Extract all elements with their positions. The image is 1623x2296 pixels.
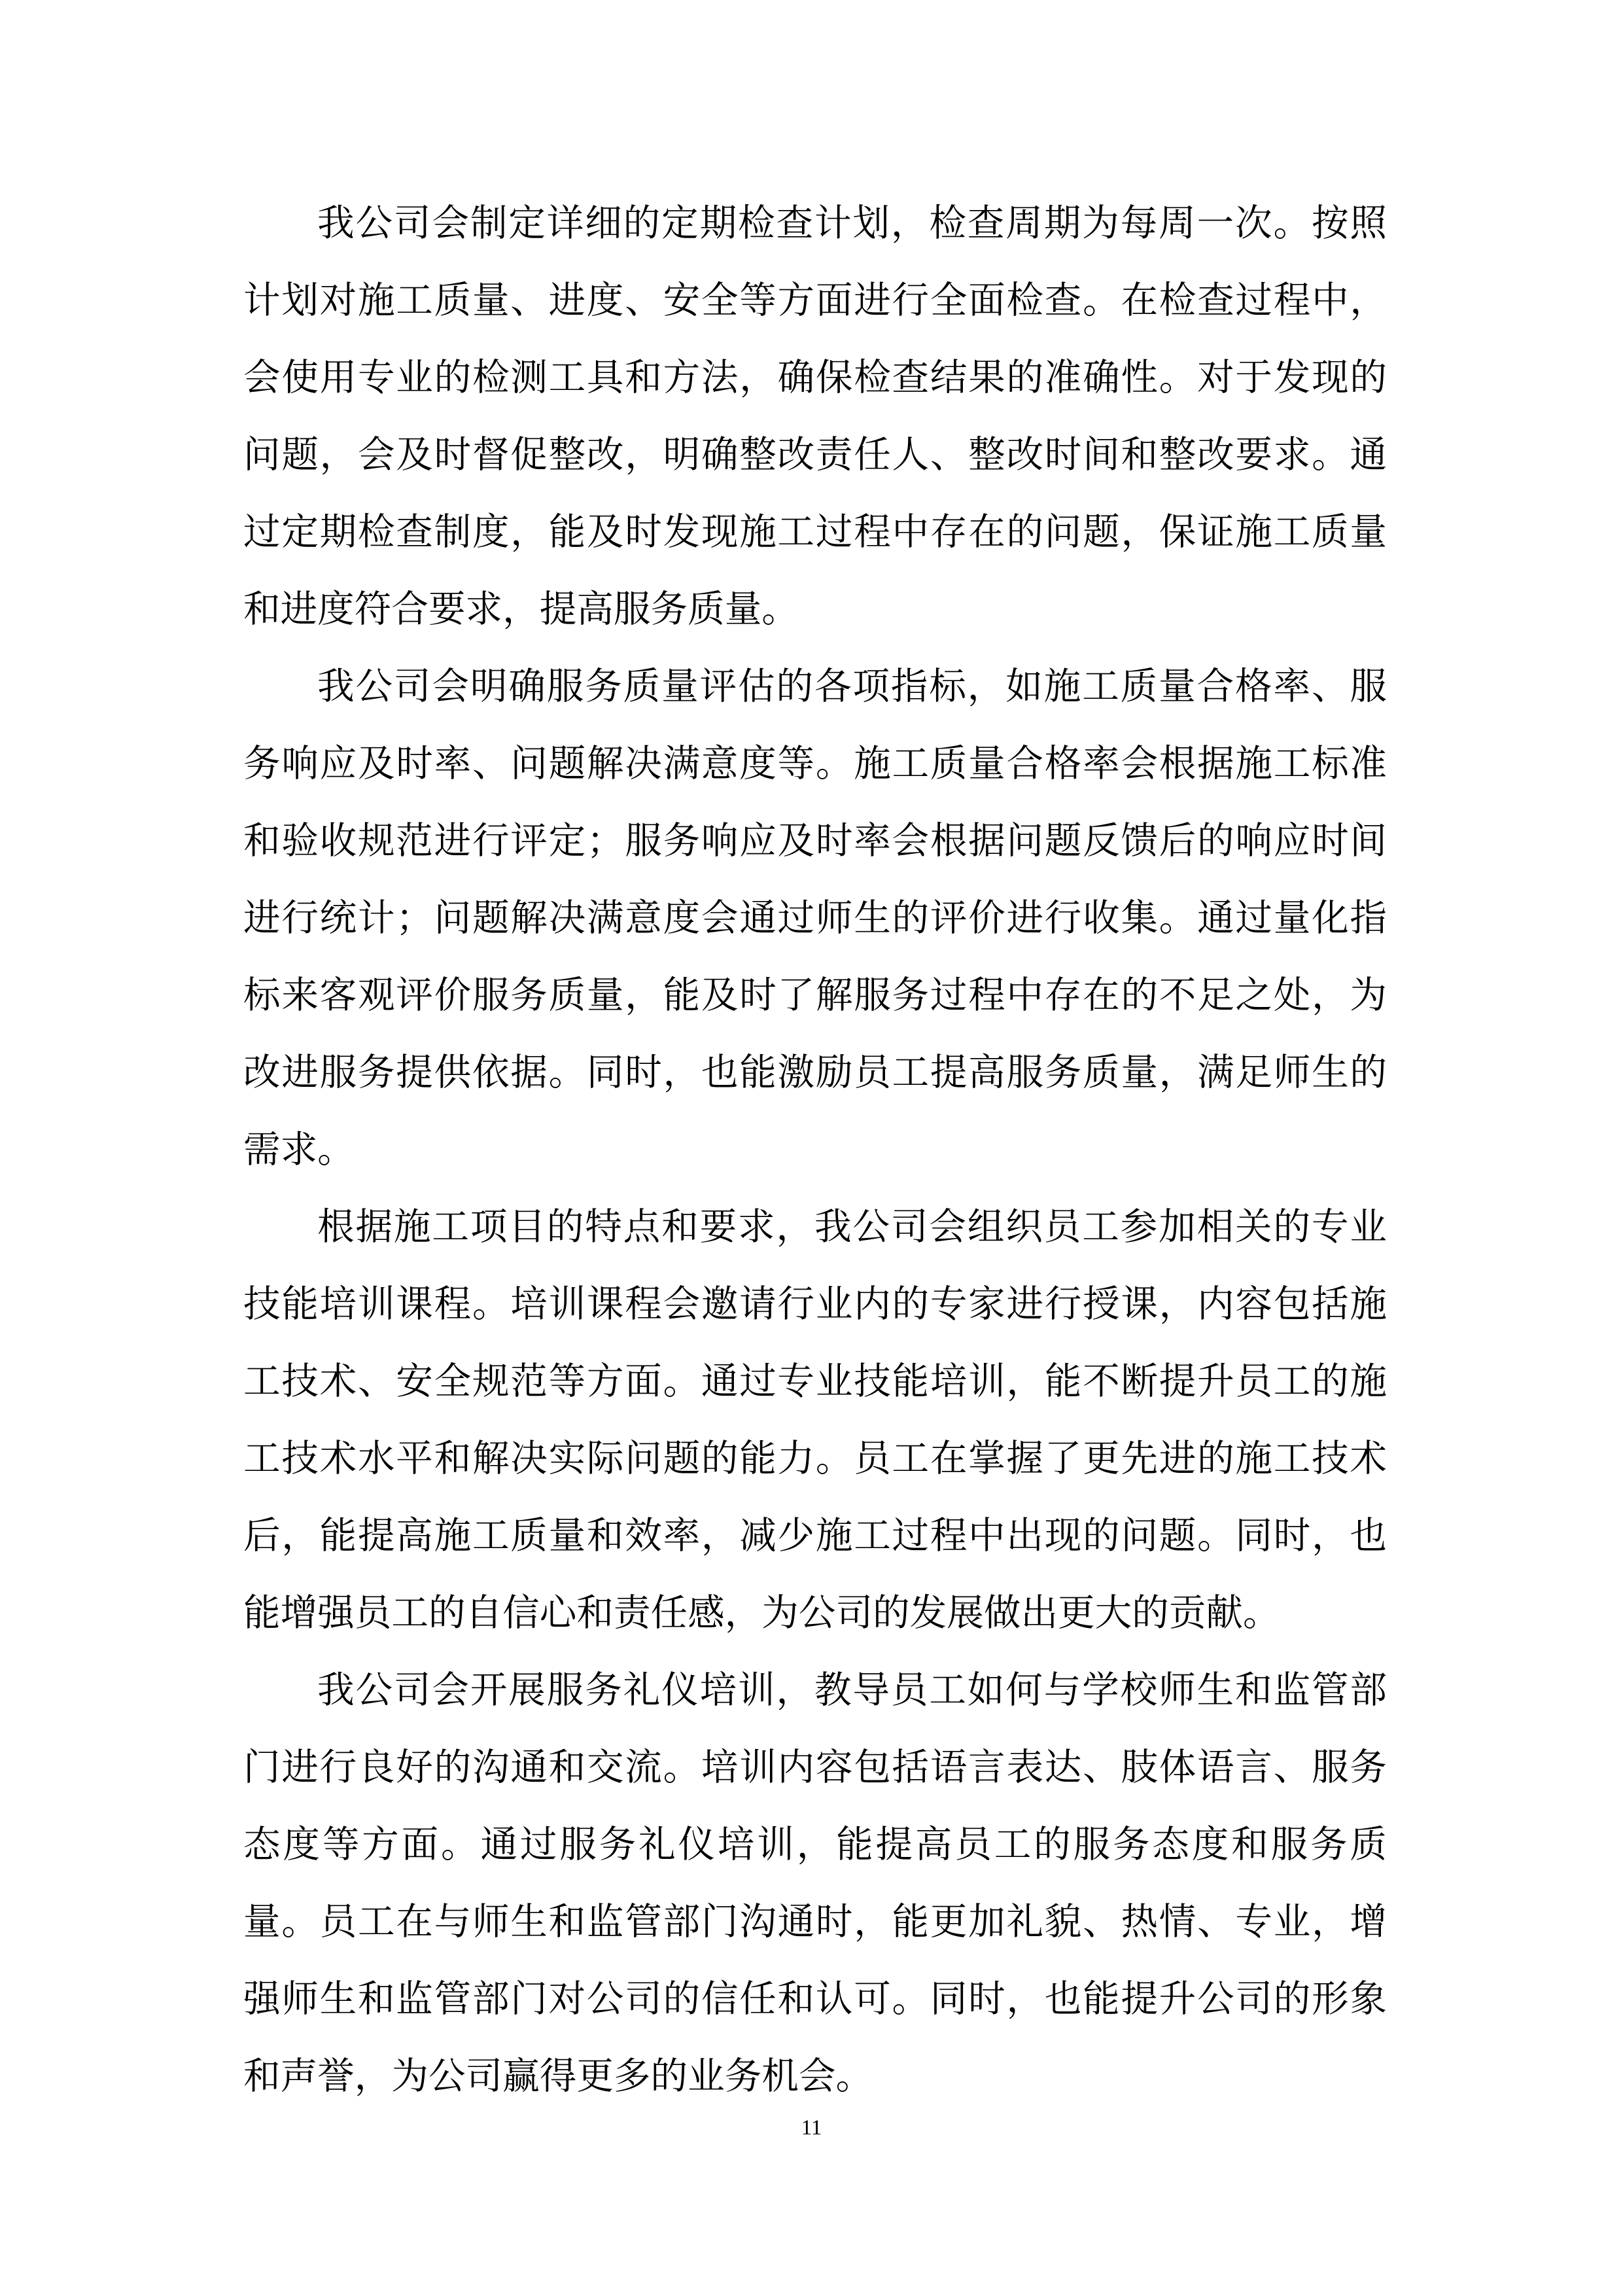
paragraph-inspection-plan: 我公司会制定详细的定期检查计划，检查周期为每周一次。按照计划对施工质量、进度、安全等方面进行全面检查。在检查过程中，会使用专业的检测工具和方法，确保检查结果的准确性。对于发现的问题，会及时督促整改，明确整改责任人、整改时间和整改要求。通过定期检查制度，能及时发现施工过程中存在的问题，保证施工质量和进度符合要求，提高服务质量。	[243, 202, 1387, 631]
paragraph-etiquette-training: 我公司会开展服务礼仪培训，教导员工如何与学校师生和监管部门进行良好的沟通和交流。培训内容包括语言表达、肢体语言、服务态度等方面。通过服务礼仪培训，能提高员工的服务态度和服务质量。员工在与师生和监管部门沟通时，能更加礼貌、热情、专业，增强师生和监管部门对公司的信任和认可。同时，也能提升公司的形象和声誉，为公司赢得更多的业务机会。	[243, 1669, 1387, 2098]
page-number: 11	[801, 2116, 822, 2140]
body-text	[243, 185, 1387, 2115]
paragraph-skills-training: 根据施工项目的特点和要求，我公司会组织员工参加相关的专业技能培训课程。培训课程会邀请行业内的专家进行授课，内容包括施工技术、安全规范等方面。通过专业技能培训，能不断提升员工的施工技术水平和解决实际问题的能力。员工在掌握了更先进的施工技术后，能提高施工质量和效率，减少施工过程中出现的问题。同时，也能增强员工的自信心和责任感，为公司的发展做出更大的贡献。	[243, 1205, 1387, 1634]
paragraph-quality-metrics: 我公司会明确服务质量评估的各项指标，如施工质量合格率、服务响应及时率、问题解决满意度等。施工质量合格率会根据施工标准和验收规范进行评定；服务响应及时率会根据问题反馈后的响应时间进行统计；问题解决满意度会通过师生的评价进行收集。通过量化指标来客观评价服务质量，能及时了解服务过程中存在的不足之处，为改进服务提供依据。同时，也能激励员工提高服务质量，满足师生的需求。	[243, 665, 1387, 1171]
